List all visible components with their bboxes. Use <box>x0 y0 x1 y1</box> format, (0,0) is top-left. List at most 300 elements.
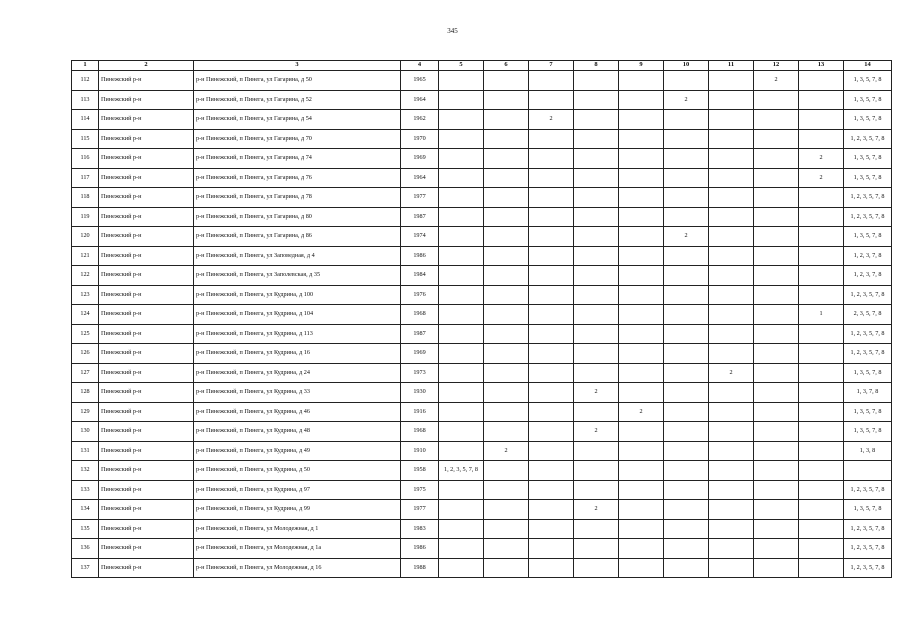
value-cell-5 <box>439 422 484 442</box>
value-cell-10: 2 <box>664 90 709 110</box>
row-number: 116 <box>72 149 99 169</box>
value-cell-7 <box>529 149 574 169</box>
district-cell: Пинежский р-н <box>99 324 194 344</box>
table-row <box>72 383 892 403</box>
table-row <box>72 363 892 383</box>
address-cell: р-н Пинежский, п Пинега, ул Гагарина, д 50 <box>194 71 401 91</box>
value-cell-10 <box>664 110 709 130</box>
value-cell-5 <box>439 441 484 461</box>
value-cell-6 <box>484 324 529 344</box>
value-cell-14: 1, 2, 3, 5, 7, 8 <box>844 324 892 344</box>
value-cell-8 <box>574 461 619 481</box>
value-cell-14: 1, 2, 3, 5, 7, 8 <box>844 344 892 364</box>
column-header: 9 <box>619 61 664 71</box>
row-number: 128 <box>72 383 99 403</box>
value-cell-9 <box>619 519 664 539</box>
value-cell-7 <box>529 500 574 520</box>
value-cell-6 <box>484 129 529 149</box>
value-cell-11 <box>709 149 754 169</box>
value-cell-5 <box>439 168 484 188</box>
value-cell-5 <box>439 539 484 559</box>
value-cell-14: 1, 2, 3, 5, 7, 8 <box>844 129 892 149</box>
table-row <box>72 344 892 364</box>
table-row <box>72 168 892 188</box>
column-header: 14 <box>844 61 892 71</box>
value-cell-8 <box>574 363 619 383</box>
column-header: 5 <box>439 61 484 71</box>
address-cell: р-н Пинежский, п Пинега, ул Кудрина, д 100 <box>194 285 401 305</box>
value-cell-11 <box>709 383 754 403</box>
row-number: 135 <box>72 519 99 539</box>
value-cell-10 <box>664 246 709 266</box>
value-cell-6 <box>484 363 529 383</box>
address-cell: р-н Пинежский, п Пинега, ул Кудрина, д 48 <box>194 422 401 442</box>
value-cell-9 <box>619 422 664 442</box>
value-cell-7 <box>529 383 574 403</box>
year-cell: 1975 <box>401 480 439 500</box>
value-cell-5 <box>439 227 484 247</box>
value-cell-12 <box>754 324 799 344</box>
table-row <box>72 129 892 149</box>
value-cell-5 <box>439 246 484 266</box>
row-number: 124 <box>72 305 99 325</box>
row-number: 123 <box>72 285 99 305</box>
value-cell-12 <box>754 305 799 325</box>
value-cell-11 <box>709 480 754 500</box>
value-cell-12 <box>754 246 799 266</box>
row-number: 117 <box>72 168 99 188</box>
value-cell-9 <box>619 539 664 559</box>
value-cell-14: 1, 3, 7, 8 <box>844 383 892 403</box>
value-cell-12 <box>754 227 799 247</box>
row-number: 113 <box>72 90 99 110</box>
value-cell-10 <box>664 344 709 364</box>
value-cell-12 <box>754 266 799 286</box>
value-cell-13 <box>799 266 844 286</box>
value-cell-13 <box>799 227 844 247</box>
value-cell-6 <box>484 461 529 481</box>
value-cell-5 <box>439 324 484 344</box>
district-cell: Пинежский р-н <box>99 110 194 130</box>
year-cell: 1983 <box>401 519 439 539</box>
value-cell-6 <box>484 188 529 208</box>
value-cell-9 <box>619 110 664 130</box>
value-cell-12 <box>754 402 799 422</box>
value-cell-5 <box>439 480 484 500</box>
table-row <box>72 480 892 500</box>
value-cell-9 <box>619 480 664 500</box>
table-row <box>72 71 892 91</box>
year-cell: 1969 <box>401 149 439 169</box>
row-number: 125 <box>72 324 99 344</box>
district-cell: Пинежский р-н <box>99 402 194 422</box>
value-cell-5 <box>439 383 484 403</box>
value-cell-9 <box>619 227 664 247</box>
value-cell-6 <box>484 227 529 247</box>
value-cell-11 <box>709 285 754 305</box>
value-cell-11 <box>709 305 754 325</box>
value-cell-12: 2 <box>754 71 799 91</box>
year-cell: 1986 <box>401 246 439 266</box>
district-cell: Пинежский р-н <box>99 383 194 403</box>
value-cell-10 <box>664 71 709 91</box>
value-cell-13 <box>799 558 844 578</box>
value-cell-13: 1 <box>799 305 844 325</box>
value-cell-8 <box>574 539 619 559</box>
value-cell-5 <box>439 402 484 422</box>
value-cell-6 <box>484 168 529 188</box>
district-cell: Пинежский р-н <box>99 246 194 266</box>
address-cell: р-н Пинежский, п Пинега, ул Кудрина, д 46 <box>194 402 401 422</box>
district-cell: Пинежский р-н <box>99 461 194 481</box>
value-cell-9 <box>619 71 664 91</box>
year-cell: 1987 <box>401 324 439 344</box>
value-cell-10 <box>664 305 709 325</box>
value-cell-12 <box>754 344 799 364</box>
value-cell-12 <box>754 383 799 403</box>
value-cell-11 <box>709 344 754 364</box>
value-cell-6 <box>484 519 529 539</box>
district-cell: Пинежский р-н <box>99 188 194 208</box>
district-cell: Пинежский р-н <box>99 422 194 442</box>
row-number: 121 <box>72 246 99 266</box>
value-cell-8 <box>574 305 619 325</box>
address-cell: р-н Пинежский, п Пинега, ул Кудрина, д 24 <box>194 363 401 383</box>
value-cell-8 <box>574 110 619 130</box>
value-cell-12 <box>754 168 799 188</box>
value-cell-11 <box>709 402 754 422</box>
address-cell: р-н Пинежский, п Пинега, ул Молодежная, д 16 <box>194 558 401 578</box>
value-cell-12 <box>754 461 799 481</box>
table-row <box>72 441 892 461</box>
address-cell: р-н Пинежский, п Пинега, ул Кудрина, д 99 <box>194 500 401 520</box>
address-cell: р-н Пинежский, п Пинега, ул Молодежная, д 1 <box>194 519 401 539</box>
value-cell-7 <box>529 246 574 266</box>
row-number: 137 <box>72 558 99 578</box>
value-cell-12 <box>754 149 799 169</box>
row-number: 134 <box>72 500 99 520</box>
value-cell-7 <box>529 188 574 208</box>
value-cell-12 <box>754 500 799 520</box>
address-cell: р-н Пинежский, п Пинега, ул Заповедная, д 4 <box>194 246 401 266</box>
value-cell-6 <box>484 266 529 286</box>
address-cell: р-н Пинежский, п Пинега, ул Кудрина, д 50 <box>194 461 401 481</box>
value-cell-9 <box>619 305 664 325</box>
value-cell-11 <box>709 266 754 286</box>
row-number: 115 <box>72 129 99 149</box>
row-number: 130 <box>72 422 99 442</box>
year-cell: 1988 <box>401 558 439 578</box>
value-cell-7 <box>529 461 574 481</box>
value-cell-10: 2 <box>664 227 709 247</box>
value-cell-14: 1, 3, 5, 7, 8 <box>844 168 892 188</box>
value-cell-9 <box>619 129 664 149</box>
table-row <box>72 266 892 286</box>
value-cell-11: 2 <box>709 363 754 383</box>
value-cell-5 <box>439 90 484 110</box>
value-cell-10 <box>664 363 709 383</box>
value-cell-13 <box>799 90 844 110</box>
value-cell-13 <box>799 363 844 383</box>
value-cell-6 <box>484 480 529 500</box>
value-cell-6 <box>484 402 529 422</box>
value-cell-13 <box>799 324 844 344</box>
district-cell: Пинежский р-н <box>99 207 194 227</box>
value-cell-10 <box>664 441 709 461</box>
year-cell: 1968 <box>401 422 439 442</box>
value-cell-12 <box>754 558 799 578</box>
value-cell-8 <box>574 519 619 539</box>
address-cell: р-н Пинежский, п Пинега, ул Гагарина, д 54 <box>194 110 401 130</box>
value-cell-9 <box>619 266 664 286</box>
value-cell-13 <box>799 344 844 364</box>
value-cell-9 <box>619 344 664 364</box>
address-cell: р-н Пинежский, п Пинега, ул Гагарина, д 70 <box>194 129 401 149</box>
district-cell: Пинежский р-н <box>99 539 194 559</box>
value-cell-6 <box>484 71 529 91</box>
value-cell-10 <box>664 539 709 559</box>
value-cell-9 <box>619 558 664 578</box>
address-cell: р-н Пинежский, п Пинега, ул Молодежная, д 1а <box>194 539 401 559</box>
value-cell-6: 2 <box>484 441 529 461</box>
value-cell-14: 1, 3, 5, 7, 8 <box>844 90 892 110</box>
value-cell-10 <box>664 168 709 188</box>
value-cell-9 <box>619 441 664 461</box>
value-cell-14: 1, 3, 5, 7, 8 <box>844 363 892 383</box>
value-cell-11 <box>709 188 754 208</box>
value-cell-5 <box>439 266 484 286</box>
value-cell-5 <box>439 285 484 305</box>
value-cell-14: 1, 2, 3, 5, 7, 8 <box>844 285 892 305</box>
column-header: 13 <box>799 61 844 71</box>
value-cell-14: 1, 3, 8 <box>844 441 892 461</box>
value-cell-12 <box>754 285 799 305</box>
table-row <box>72 227 892 247</box>
value-cell-8 <box>574 188 619 208</box>
value-cell-14: 1, 2, 3, 5, 7, 8 <box>844 480 892 500</box>
value-cell-11 <box>709 207 754 227</box>
row-number: 127 <box>72 363 99 383</box>
row-number: 132 <box>72 461 99 481</box>
value-cell-13: 2 <box>799 149 844 169</box>
column-header: 4 <box>401 61 439 71</box>
row-number: 129 <box>72 402 99 422</box>
value-cell-8 <box>574 402 619 422</box>
column-header: 12 <box>754 61 799 71</box>
value-cell-8 <box>574 168 619 188</box>
district-cell: Пинежский р-н <box>99 519 194 539</box>
district-cell: Пинежский р-н <box>99 363 194 383</box>
year-cell: 1964 <box>401 90 439 110</box>
value-cell-12 <box>754 188 799 208</box>
value-cell-14: 1, 3, 5, 7, 8 <box>844 422 892 442</box>
value-cell-12 <box>754 207 799 227</box>
value-cell-8 <box>574 149 619 169</box>
value-cell-11 <box>709 422 754 442</box>
value-cell-6 <box>484 344 529 364</box>
value-cell-11 <box>709 519 754 539</box>
value-cell-13 <box>799 519 844 539</box>
value-cell-9 <box>619 246 664 266</box>
value-cell-11 <box>709 246 754 266</box>
value-cell-6 <box>484 90 529 110</box>
value-cell-6 <box>484 500 529 520</box>
value-cell-13 <box>799 71 844 91</box>
value-cell-10 <box>664 519 709 539</box>
value-cell-9 <box>619 90 664 110</box>
district-cell: Пинежский р-н <box>99 305 194 325</box>
value-cell-14: 1, 3, 5, 7, 8 <box>844 227 892 247</box>
value-cell-9 <box>619 500 664 520</box>
value-cell-7 <box>529 90 574 110</box>
value-cell-14: 1, 2, 3, 5, 7, 8 <box>844 207 892 227</box>
address-cell: р-н Пинежский, п Пинега, ул Кудрина, д 113 <box>194 324 401 344</box>
value-cell-5 <box>439 207 484 227</box>
district-cell: Пинежский р-н <box>99 168 194 188</box>
value-cell-6 <box>484 422 529 442</box>
value-cell-7 <box>529 422 574 442</box>
value-cell-14: 1, 2, 3, 5, 7, 8 <box>844 519 892 539</box>
table-row <box>72 539 892 559</box>
value-cell-14: 1, 3, 5, 7, 8 <box>844 71 892 91</box>
value-cell-13 <box>799 285 844 305</box>
value-cell-10 <box>664 149 709 169</box>
year-cell: 1973 <box>401 363 439 383</box>
housing-table <box>71 60 892 578</box>
value-cell-9 <box>619 188 664 208</box>
year-cell: 1965 <box>401 71 439 91</box>
year-cell: 1977 <box>401 188 439 208</box>
district-cell: Пинежский р-н <box>99 558 194 578</box>
table-row <box>72 500 892 520</box>
district-cell: Пинежский р-н <box>99 500 194 520</box>
value-cell-13 <box>799 402 844 422</box>
value-cell-5 <box>439 305 484 325</box>
value-cell-9 <box>619 168 664 188</box>
district-cell: Пинежский р-н <box>99 90 194 110</box>
value-cell-12 <box>754 129 799 149</box>
value-cell-5 <box>439 71 484 91</box>
address-cell: р-н Пинежский, п Пинега, ул Гагарина, д 52 <box>194 90 401 110</box>
value-cell-11 <box>709 110 754 130</box>
address-cell: р-н Пинежский, п Пинега, ул Гагарина, д 80 <box>194 207 401 227</box>
value-cell-11 <box>709 227 754 247</box>
district-cell: Пинежский р-н <box>99 129 194 149</box>
value-cell-13 <box>799 188 844 208</box>
value-cell-8 <box>574 558 619 578</box>
value-cell-10 <box>664 558 709 578</box>
value-cell-13: 2 <box>799 168 844 188</box>
district-cell: Пинежский р-н <box>99 344 194 364</box>
year-cell: 1910 <box>401 441 439 461</box>
value-cell-8 <box>574 324 619 344</box>
address-cell: р-н Пинежский, п Пинега, ул Кудрина, д 104 <box>194 305 401 325</box>
year-cell: 1987 <box>401 207 439 227</box>
table-row <box>72 519 892 539</box>
year-cell: 1964 <box>401 168 439 188</box>
value-cell-11 <box>709 500 754 520</box>
row-number: 133 <box>72 480 99 500</box>
address-cell: р-н Пинежский, п Пинега, ул Кудрина, д 49 <box>194 441 401 461</box>
page-number: 345 <box>447 27 458 35</box>
value-cell-11 <box>709 461 754 481</box>
value-cell-9 <box>619 285 664 305</box>
value-cell-10 <box>664 324 709 344</box>
value-cell-7 <box>529 519 574 539</box>
value-cell-6 <box>484 207 529 227</box>
value-cell-8 <box>574 441 619 461</box>
value-cell-10 <box>664 129 709 149</box>
value-cell-12 <box>754 441 799 461</box>
value-cell-10 <box>664 285 709 305</box>
year-cell: 1986 <box>401 539 439 559</box>
address-cell: р-н Пинежский, п Пинега, ул Заполевская, д 35 <box>194 266 401 286</box>
address-cell: р-н Пинежский, п Пинега, ул Гагарина, д 86 <box>194 227 401 247</box>
table-header-row <box>72 61 892 71</box>
district-cell: Пинежский р-н <box>99 266 194 286</box>
value-cell-13 <box>799 500 844 520</box>
table-row <box>72 305 892 325</box>
value-cell-13 <box>799 539 844 559</box>
table-row <box>72 188 892 208</box>
value-cell-12 <box>754 110 799 130</box>
value-cell-9 <box>619 383 664 403</box>
row-number: 119 <box>72 207 99 227</box>
year-cell: 1916 <box>401 402 439 422</box>
value-cell-7 <box>529 285 574 305</box>
value-cell-9 <box>619 461 664 481</box>
value-cell-13 <box>799 441 844 461</box>
value-cell-14: 1, 2, 3, 5, 7, 8 <box>844 539 892 559</box>
value-cell-10 <box>664 461 709 481</box>
row-number: 136 <box>72 539 99 559</box>
table-row <box>72 90 892 110</box>
column-header: 7 <box>529 61 574 71</box>
address-cell: р-н Пинежский, п Пинега, ул Гагарина, д 74 <box>194 149 401 169</box>
value-cell-13 <box>799 207 844 227</box>
table-row <box>72 207 892 227</box>
row-number: 131 <box>72 441 99 461</box>
row-number: 122 <box>72 266 99 286</box>
value-cell-8 <box>574 266 619 286</box>
district-cell: Пинежский р-н <box>99 149 194 169</box>
row-number: 112 <box>72 71 99 91</box>
year-cell: 1970 <box>401 129 439 149</box>
value-cell-10 <box>664 480 709 500</box>
value-cell-12 <box>754 422 799 442</box>
value-cell-12 <box>754 519 799 539</box>
value-cell-14: 1, 2, 3, 5, 7, 8 <box>844 188 892 208</box>
value-cell-12 <box>754 539 799 559</box>
value-cell-10 <box>664 402 709 422</box>
value-cell-12 <box>754 480 799 500</box>
value-cell-10 <box>664 188 709 208</box>
value-cell-6 <box>484 305 529 325</box>
value-cell-7 <box>529 344 574 364</box>
column-header: 6 <box>484 61 529 71</box>
value-cell-7 <box>529 324 574 344</box>
value-cell-13 <box>799 246 844 266</box>
table-row <box>72 149 892 169</box>
address-cell: р-н Пинежский, п Пинега, ул Кудрина, д 33 <box>194 383 401 403</box>
value-cell-7 <box>529 402 574 422</box>
value-cell-7 <box>529 227 574 247</box>
value-cell-14: 1, 3, 5, 7, 8 <box>844 500 892 520</box>
column-header: 2 <box>99 61 194 71</box>
row-number: 118 <box>72 188 99 208</box>
value-cell-8 <box>574 480 619 500</box>
value-cell-7 <box>529 441 574 461</box>
